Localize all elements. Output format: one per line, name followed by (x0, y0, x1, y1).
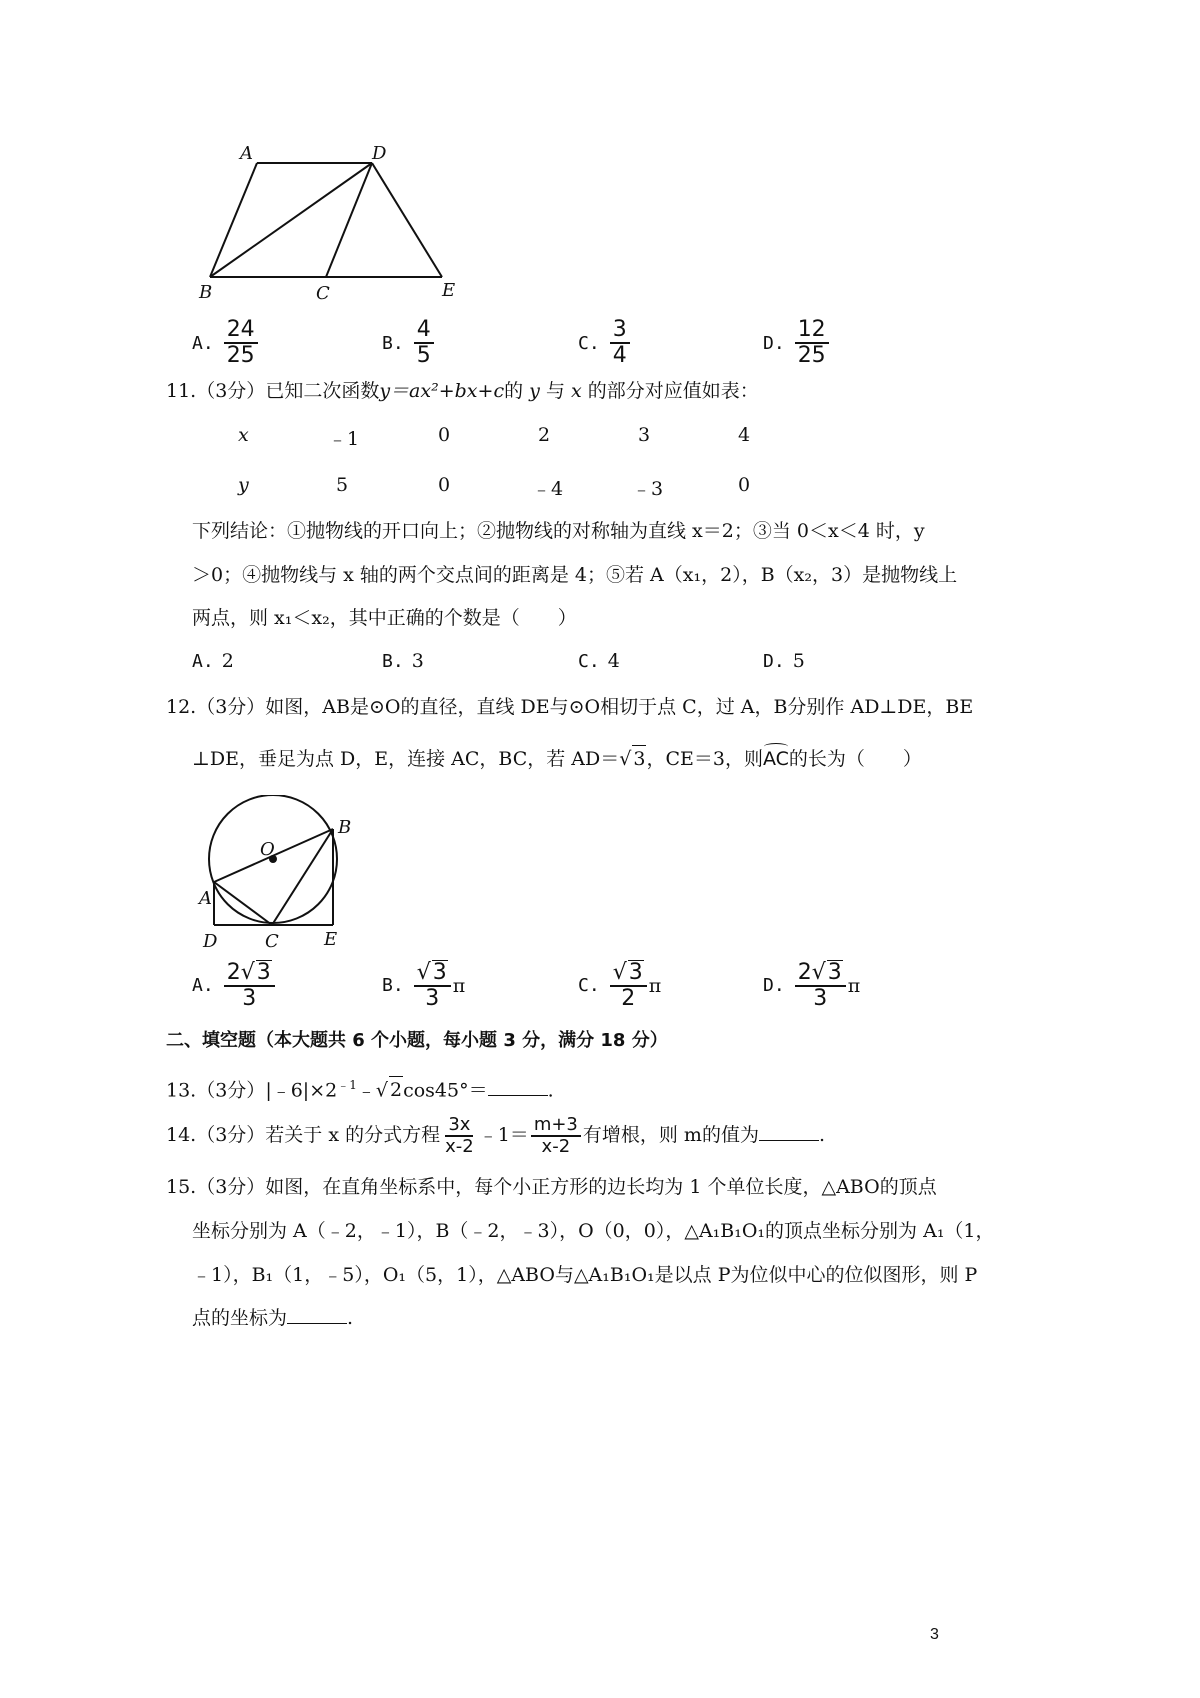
q11-line3: 两点，则 x₁＜x₂，其中正确的个数是（ ） (192, 607, 577, 629)
label-e: E (324, 929, 338, 950)
q15-line1: 15.（3分）如图，在直角坐标系中，每个小正方形的边长均为 1 个单位长度，△ABO的顶点 (166, 1176, 937, 1198)
table-x-cell: 2 (538, 424, 551, 446)
table-y-cell: 0 (738, 474, 751, 496)
q15-line4: 点的坐标为 . (192, 1307, 354, 1329)
table-x-cell: 3 (638, 424, 651, 446)
label-c: C (265, 931, 279, 952)
q11-line1: 下列结论：①抛物线的开口向上；②抛物线的对称轴为直线 x＝2；③当 0＜x＜4 时，y (192, 520, 925, 542)
label-c: C (316, 283, 330, 304)
answer-blank[interactable] (759, 1122, 819, 1141)
q10-option-d[interactable]: D. $\frac{12}{25}$ (763, 318, 831, 368)
table-y-cell: 0 (438, 474, 451, 496)
table-y-label: y (238, 474, 249, 496)
section-title: 二、填空题（本大题共 6 个小题，每小题 3 分，满分 18 分） (166, 1030, 668, 1051)
q10-option-b[interactable]: B. $\frac{4}{5}$ (382, 318, 436, 368)
table-x-cell: 0 (438, 424, 451, 446)
table-x-cell: ﹣1 (328, 428, 360, 450)
label-a: A (240, 145, 253, 164)
label-d: D (372, 145, 387, 164)
q11-option-d[interactable]: D. 5 (763, 650, 805, 672)
q11-stem: 11.（3分）已知二次函数y＝ax²+bx+c的 y 与 x 的部分对应值如表： (166, 380, 759, 402)
q11-option-b[interactable]: B. 3 (382, 650, 424, 672)
trapezoid-figure (195, 145, 485, 325)
table-x-cell: 4 (738, 424, 751, 446)
q12-option-a[interactable]: A. $\frac{2√3}{3}$ (192, 960, 277, 1011)
q10-option-c[interactable]: C. $\frac{3}{4}$ (578, 318, 632, 368)
q13-stem: 13.（3分）$|﹣6|\times 2^{﹣1}﹣√$ 2cos45°＝ . (166, 1078, 554, 1102)
q12-line2: ⊥DE，垂足为点 D，E，连接 AC，BC，若 AD＝√ 3，CE＝3，则AC的长为（ ） (192, 745, 922, 772)
page-number: 3 (930, 1626, 939, 1643)
q12-option-d[interactable]: D. $\frac{2√3}{3}$ π (763, 960, 861, 1011)
arc-ac: AC (762, 748, 789, 770)
answer-blank[interactable] (488, 1077, 548, 1096)
q11-option-a[interactable]: A. 2 (192, 650, 234, 672)
q12-option-b[interactable]: B. $\frac{√3}{3}$ π (382, 960, 466, 1011)
label-o: O (260, 839, 275, 860)
q10-option-a[interactable]: A. $\frac{24}{25}$ (192, 318, 260, 368)
label-b: B (199, 282, 213, 303)
q14-stem: 14.（3分）若关于 x 的分式方程 $\frac{3x}{x-2}$ ﹣1＝ $\frac{m+3}{x-2}$ 有增根，则 m的值为 . (166, 1114, 825, 1157)
table-y-cell: 5 (336, 474, 349, 496)
table-x-label: x (238, 424, 249, 446)
q15-line3: ﹣1），B₁（1，﹣5），O₁（5，1），△ABO与△A₁B₁O₁是以点 P为位似中心的位似图形，则 P (192, 1264, 978, 1286)
label-a: A (199, 888, 212, 909)
q15-line2: 坐标分别为 A（﹣2，﹣1），B（﹣2，﹣3），O（0，0），△A₁B₁O₁的顶点坐标分别为 A₁（1， (192, 1220, 995, 1242)
q11-line2: ＞0；④抛物线与 x 轴的两个交点间的距离是 4；⑤若 A（x₁，2），B（x₂，3）是抛物线上 (192, 564, 958, 586)
table-y-cell: ﹣3 (632, 478, 664, 500)
q11-option-c[interactable]: C. 4 (578, 650, 620, 672)
answer-blank[interactable] (287, 1305, 347, 1324)
q12-line1: 12.（3分）如图，AB是⊙O的直径，直线 DE与⊙O相切于点 C，过 A，B分别作 AD⊥DE，BE (166, 696, 974, 718)
label-b: B (338, 817, 352, 838)
table-y-cell: ﹣4 (532, 478, 564, 500)
q12-option-c[interactable]: C. $\frac{√3}{2}$ π (578, 960, 662, 1011)
label-d: D (203, 931, 218, 952)
label-e: E (442, 280, 456, 301)
circle-tangent-figure (195, 795, 370, 955)
